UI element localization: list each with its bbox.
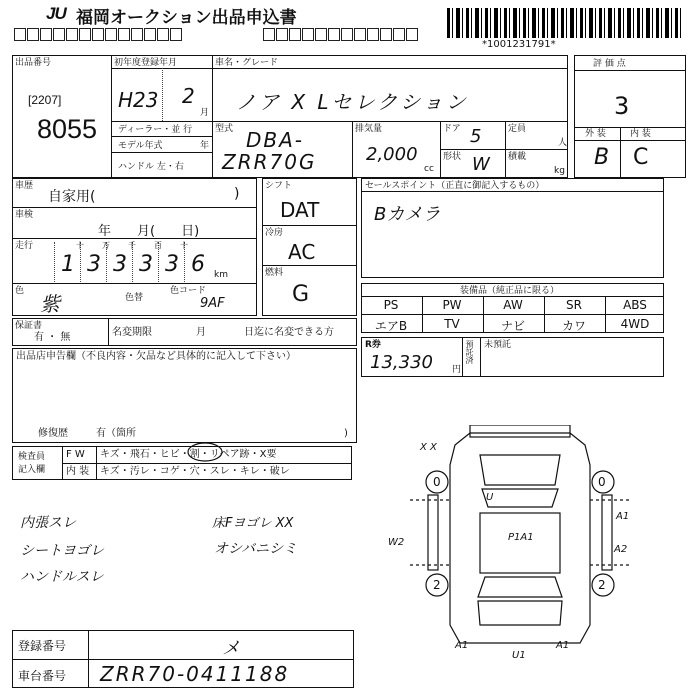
load-unit: kg [554,166,565,176]
score-box [574,55,686,178]
equipment-item: AW [503,298,523,312]
car-hood [480,455,560,485]
mark-bottom-right: A1 [556,640,570,651]
mark-right-top: A1 [616,511,630,522]
mark-left-mid: W2 [388,537,405,548]
vehicle-name: ノア X Lセレクション [236,90,469,114]
mileage-label: 走行 [15,241,34,251]
listing-number-label: 出品番号 [15,58,52,68]
color-label: 色 [15,286,25,296]
mark-top: X X [420,442,437,453]
warranty-label: 保証書 [15,321,43,331]
mileage-digit-text: 3 [139,252,153,277]
inspector-label-2: 記入欄 [18,465,46,475]
mileage-unit: km [214,270,228,280]
doors: 5 [470,126,482,147]
note-right-1: 床Fヨゴレ XX [212,516,294,531]
fuel-label: 燃料 [265,268,284,278]
displacement-unit: cc [424,164,434,174]
repair-value: 有（箇所 [96,428,136,439]
inspector-row1: キズ・飛石・ヒビ・割・リペア跡・X要 [100,449,277,460]
load-label: 積載 [508,152,527,162]
mark-bottom-center: U1 [512,650,526,661]
car-rear-window [478,577,562,597]
form-title: 福岡オークション出品申込書 [76,8,297,28]
mark-right-mid: A2 [614,544,628,555]
mark-wheel-fl: 0 [433,475,441,489]
displacement-label: 排気量 [355,124,383,134]
color-code: 9AF [200,296,225,311]
car-front-bumper [470,425,570,437]
registration-month: 2 [182,84,195,108]
mark-wheel-rl: 2 [433,578,441,592]
remarks-label: 出品店申告欄（不良内容・欠品など具体的に記入して下さい） [16,351,296,362]
inspection-text: 年 月( 日) [98,224,200,239]
mileage-unit-label: 万 [102,241,110,250]
mark-bottom-left: A1 [455,640,469,651]
shape-label: 形状 [443,152,462,162]
repair-close: ) [344,428,348,439]
note-1: 内張スレ [20,515,76,531]
model-year-label: モデル年式 [118,141,163,151]
inspector-row2: キズ・汚レ・コゲ・穴・スレ・キレ・破レ [100,466,290,477]
chassis-number-label: 車台番号 [18,669,67,683]
interior-label: 内 装 [630,129,651,139]
equipment-item: TV [444,317,460,331]
type-line2: ZRR70G [222,150,317,174]
car-roof [480,513,560,573]
listing-number: 8055 [37,114,98,144]
inspection-label: 車検 [15,210,34,220]
type-line1: DBA- [246,128,305,152]
inspector-row1-head: F W [66,449,85,460]
registration-label: 初年度登録年月 [114,58,178,68]
equipment-item: カワ [561,319,586,333]
warranty-maru: 有 ・ 無 [34,332,71,343]
mileage-unit-label: 十 [76,241,84,250]
mark-roof: U [486,492,494,503]
model-year-unit: 年 [200,141,210,151]
registration-era-year: H23 [118,88,159,112]
mileage-unit-label: 百 [154,241,162,250]
score-label: 評 価 点 [593,59,626,69]
shape: W [472,154,490,175]
displacement: 2,000 [366,144,418,165]
mileage-unit-label: 十 [180,241,188,250]
note-2: シートヨゴレ [20,543,104,559]
mark-wheel-fr: 0 [598,475,606,489]
equipment-item: ABS [623,298,647,312]
dealer-label: ディーラー・並 行 [118,125,193,135]
color-code-label: 色コード [170,286,207,296]
vehicle-name-label: 車名・グレード [215,58,279,68]
shift-value: DAT [280,198,320,222]
period-label: 名変期限 [112,327,152,338]
sales-point-label: セールスポイント（正直に御記入するもの） [365,181,545,191]
handle-label: ハンドル 左・右 [118,162,184,172]
recycle-label: R券 [365,340,381,350]
car-left-panel [428,495,438,570]
mileage-unit-label: 千 [128,241,136,250]
type-label: 型式 [215,124,234,134]
mileage-digit-text: 6 [191,252,205,277]
usage-value: 自家用( [48,189,96,205]
ac-label: 冷房 [265,228,284,238]
car-right-panel [602,495,612,570]
capacity-unit: 人 [558,138,568,148]
auction-logo: JU [46,4,66,23]
exterior-label: 外 装 [585,129,606,139]
inspector-row2-head: 内 装 [66,466,90,477]
reg-number-label: 登録番号 [18,639,67,653]
mileage-digit-text: 3 [113,252,127,277]
shift-label: シフト [265,181,293,191]
paint-label: 色替 [125,293,144,303]
recycle-value: 13,330 [370,352,433,373]
period-note: 日迄に名変できる方 [244,327,334,338]
sales-point-value: Bカメラ [374,204,441,225]
car-windshield [482,489,558,507]
listing-sub-number: [2207] [28,93,62,107]
exterior-grade: B [594,145,610,170]
usage-close: ) [234,186,240,202]
interior-grade: C [633,145,649,170]
registration-month-unit: 月 [200,108,210,118]
mileage-digit-text: 3 [87,252,101,277]
barcode-number: *1001231791* [482,39,556,50]
sales-point-box [361,178,664,278]
ac-value: AC [288,240,316,264]
equipment-item: ナビ [500,319,525,333]
usage-label: 車歴 [15,181,34,191]
repair-label: 修復歴 [38,428,68,439]
note-right-2: オシバニシミ [214,541,298,557]
capacity-label: 定員 [508,124,527,134]
equipment-item: PW [442,298,462,312]
mark-wheel-rr: 2 [598,578,606,592]
barcode [447,8,683,38]
mileage-digit-text: 3 [165,252,179,277]
mileage-digit-text: 1 [61,252,75,277]
equipment-item: PS [383,298,399,312]
color-value: 紫 [40,292,60,316]
reg-number-value: メ [222,638,240,659]
hibi-circle [186,441,224,463]
doors-label: ドア [443,124,461,134]
car-trunk [478,601,562,625]
equipment-item: SR [566,298,582,312]
mark-center: P1A1 [508,532,534,543]
equipment-label: 装備品（純正品に限る） [460,286,560,296]
equipment-item: エアB [374,319,408,333]
fuel-value: G [292,282,310,307]
recycle-unit: 円 [452,365,462,375]
recycle-deposit-label: 預託済 [465,340,474,364]
period-month: 月 [196,327,206,338]
score-value: 3 [614,92,630,120]
chassis-number-value: ZRR70-0411188 [100,662,290,686]
recycle-unpaid-label: 未預託 [484,340,512,350]
equipment-item: 4WD [620,317,650,331]
note-3: ハンドルスレ [20,569,104,585]
inspector-label-1: 検査員 [18,452,46,462]
